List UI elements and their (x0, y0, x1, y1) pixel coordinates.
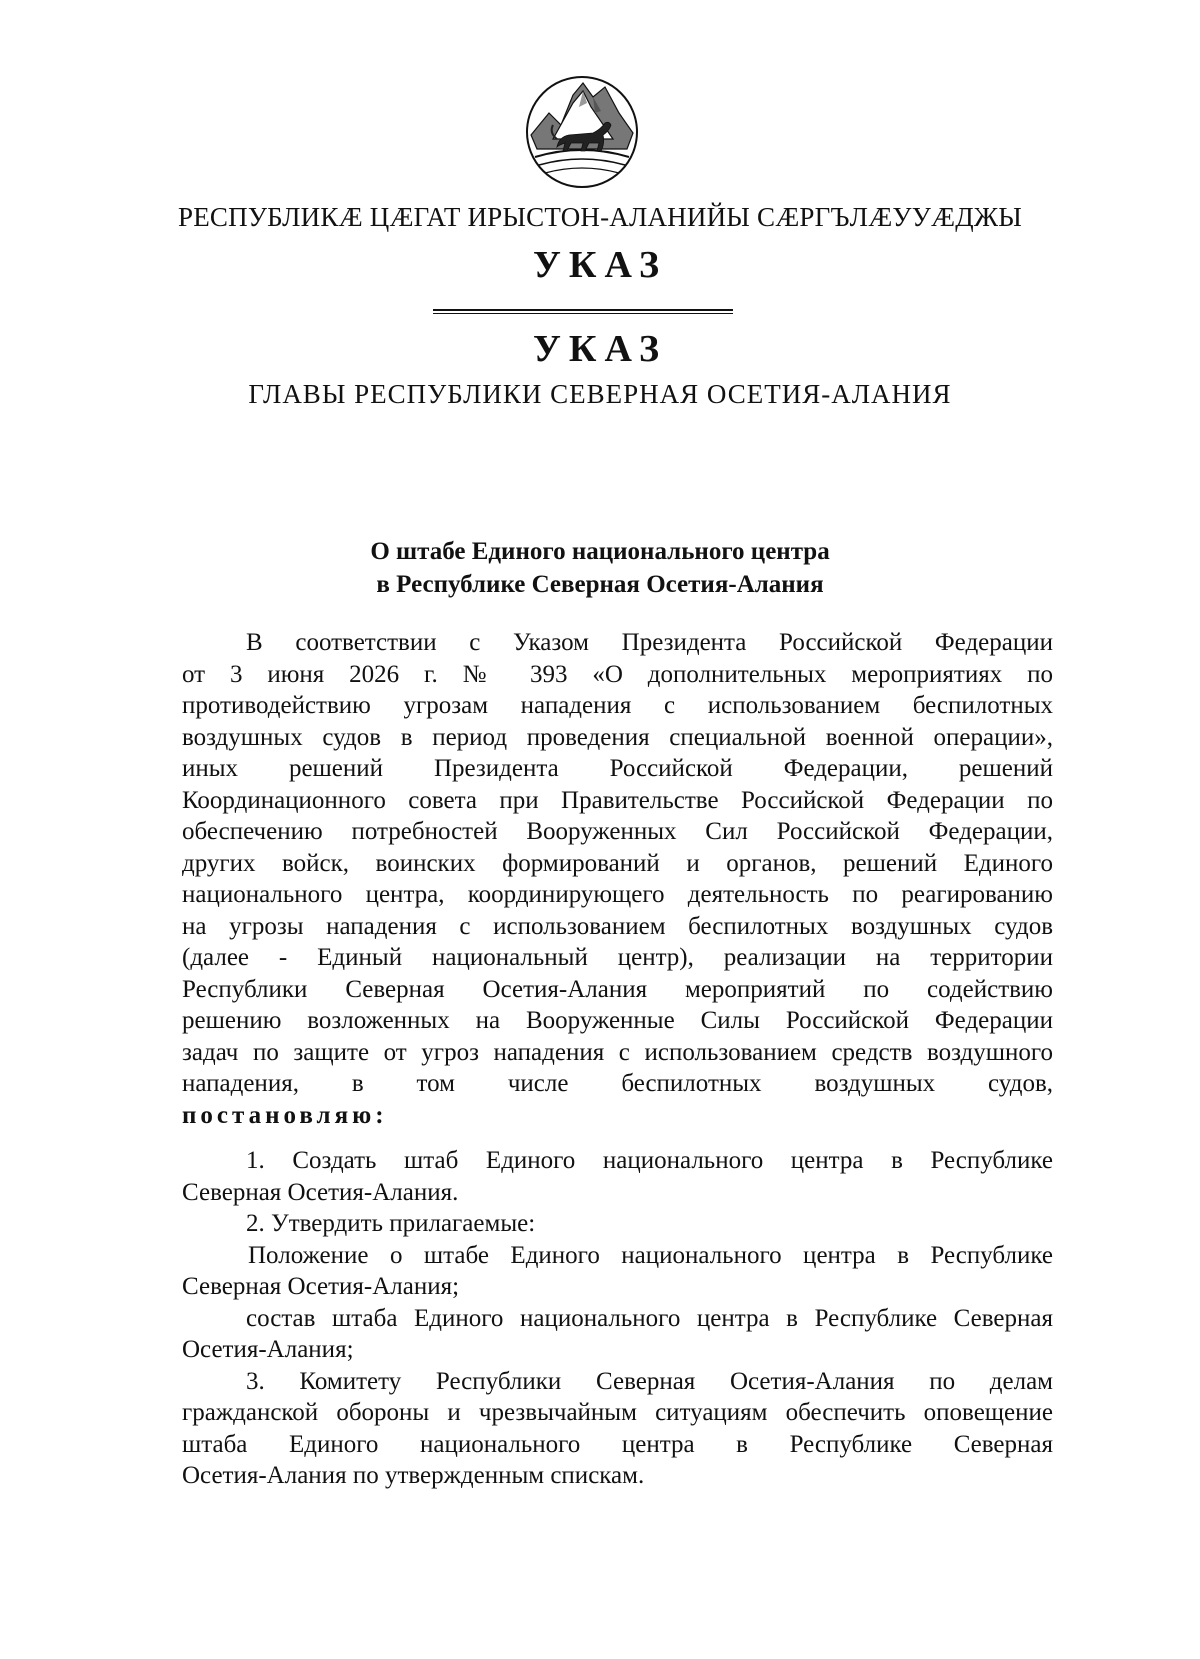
issuer-heading-russian: ГЛАВЫ РЕСПУБЛИКИ СЕВЕРНАЯ ОСЕТИЯ-АЛАНИЯ (248, 379, 952, 409)
text-line: противодействию угрозам нападения с использованием беспилотных (182, 692, 1053, 719)
decree-heading-russian: УКАЗ (533, 328, 667, 370)
text-line: обеспечению потребностей Вооруженных Сил Российской Федерации, (182, 818, 1053, 845)
point-line: 3. Комитету Республики Северная Осетия-Алания по делам (246, 1367, 1053, 1395)
point-line: гражданской обороны и чрезвычайным ситуациям обеспечить оповещение (182, 1399, 1053, 1426)
decree-heading-ossetian: УКАЗ (533, 244, 667, 286)
point-line: 2. Утвердить прилагаемые: (246, 1210, 536, 1237)
decree-title-line: О штабе Единого национального центра (370, 538, 830, 565)
text-line: воздушных судов в период проведения специальной военной операции», (182, 723, 1053, 751)
coat-of-arms-emblem (523, 73, 641, 191)
point-line: штаба Единого национального центра в Республике Северная (182, 1430, 1053, 1458)
text-line: Республики Северная Осетия-Алания мероприятий по содействию (182, 975, 1053, 1003)
resolve-word: постановляю (182, 1101, 376, 1129)
decree-points (182, 1145, 1053, 1492)
text-line: на угрозы нападения с использованием беспилотных воздушных судов (182, 912, 1053, 940)
preamble-paragraph (182, 627, 1053, 1131)
decree-title-line: в Республике Северная Осетия-Алания (376, 571, 824, 598)
text-line: В соответствии с Указом Президента Российской Федерации (246, 629, 1053, 656)
point-line: Северная Осетия-Алания; (182, 1273, 460, 1300)
point-line: Осетия-Алания; (182, 1336, 354, 1363)
text-line: национального центра, координирующего деятельность по реагированию (182, 881, 1053, 908)
text-line: (далее - Единый национальный центр), реализации на территории (182, 944, 1053, 971)
resolve-line (182, 1100, 1053, 1132)
text-line: нападения, в том числе беспилотных воздушных судов, (182, 1070, 1053, 1097)
decree-title (150, 535, 1050, 601)
text-line: задач по защите от угроз нападения с использованием средств воздушного (182, 1038, 1053, 1066)
text-line: Координационного совета при Правительстве Российской Федерации по (182, 786, 1053, 814)
point-line: Северная Осетия-Алания. (182, 1178, 459, 1206)
point-line: Осетия-Алания по утвержденным спискам. (182, 1462, 645, 1489)
republic-name-ossetian: РЕСПУБЛИКӔ ЦӔГАТ ИРЫСТОН-АЛАНИЙЫ СӔРГЪЛӔУУӔДЖЫ (178, 202, 1022, 232)
separator-rule (433, 309, 733, 314)
text-line: решению возложенных на Вооруженные Силы Российской Федерации (182, 1007, 1053, 1034)
point-line: 1. Создать штаб Единого национального центра в Республике (246, 1147, 1053, 1174)
text-line: от 3 июня 2026 г. № 393 «О дополнительных мероприятиях по (182, 660, 1053, 688)
point-line: состав штаба Единого национального центра в Республике Северная (246, 1304, 1053, 1332)
text-line: других войск, воинских формирований и органов, решений Единого (182, 849, 1053, 877)
text-line: иных решений Президента Российской Федерации, решений (182, 755, 1053, 782)
resolve-colon: : (375, 1101, 388, 1129)
point-line: Положение о штабе Единого национального центра в Республике (248, 1241, 1053, 1269)
